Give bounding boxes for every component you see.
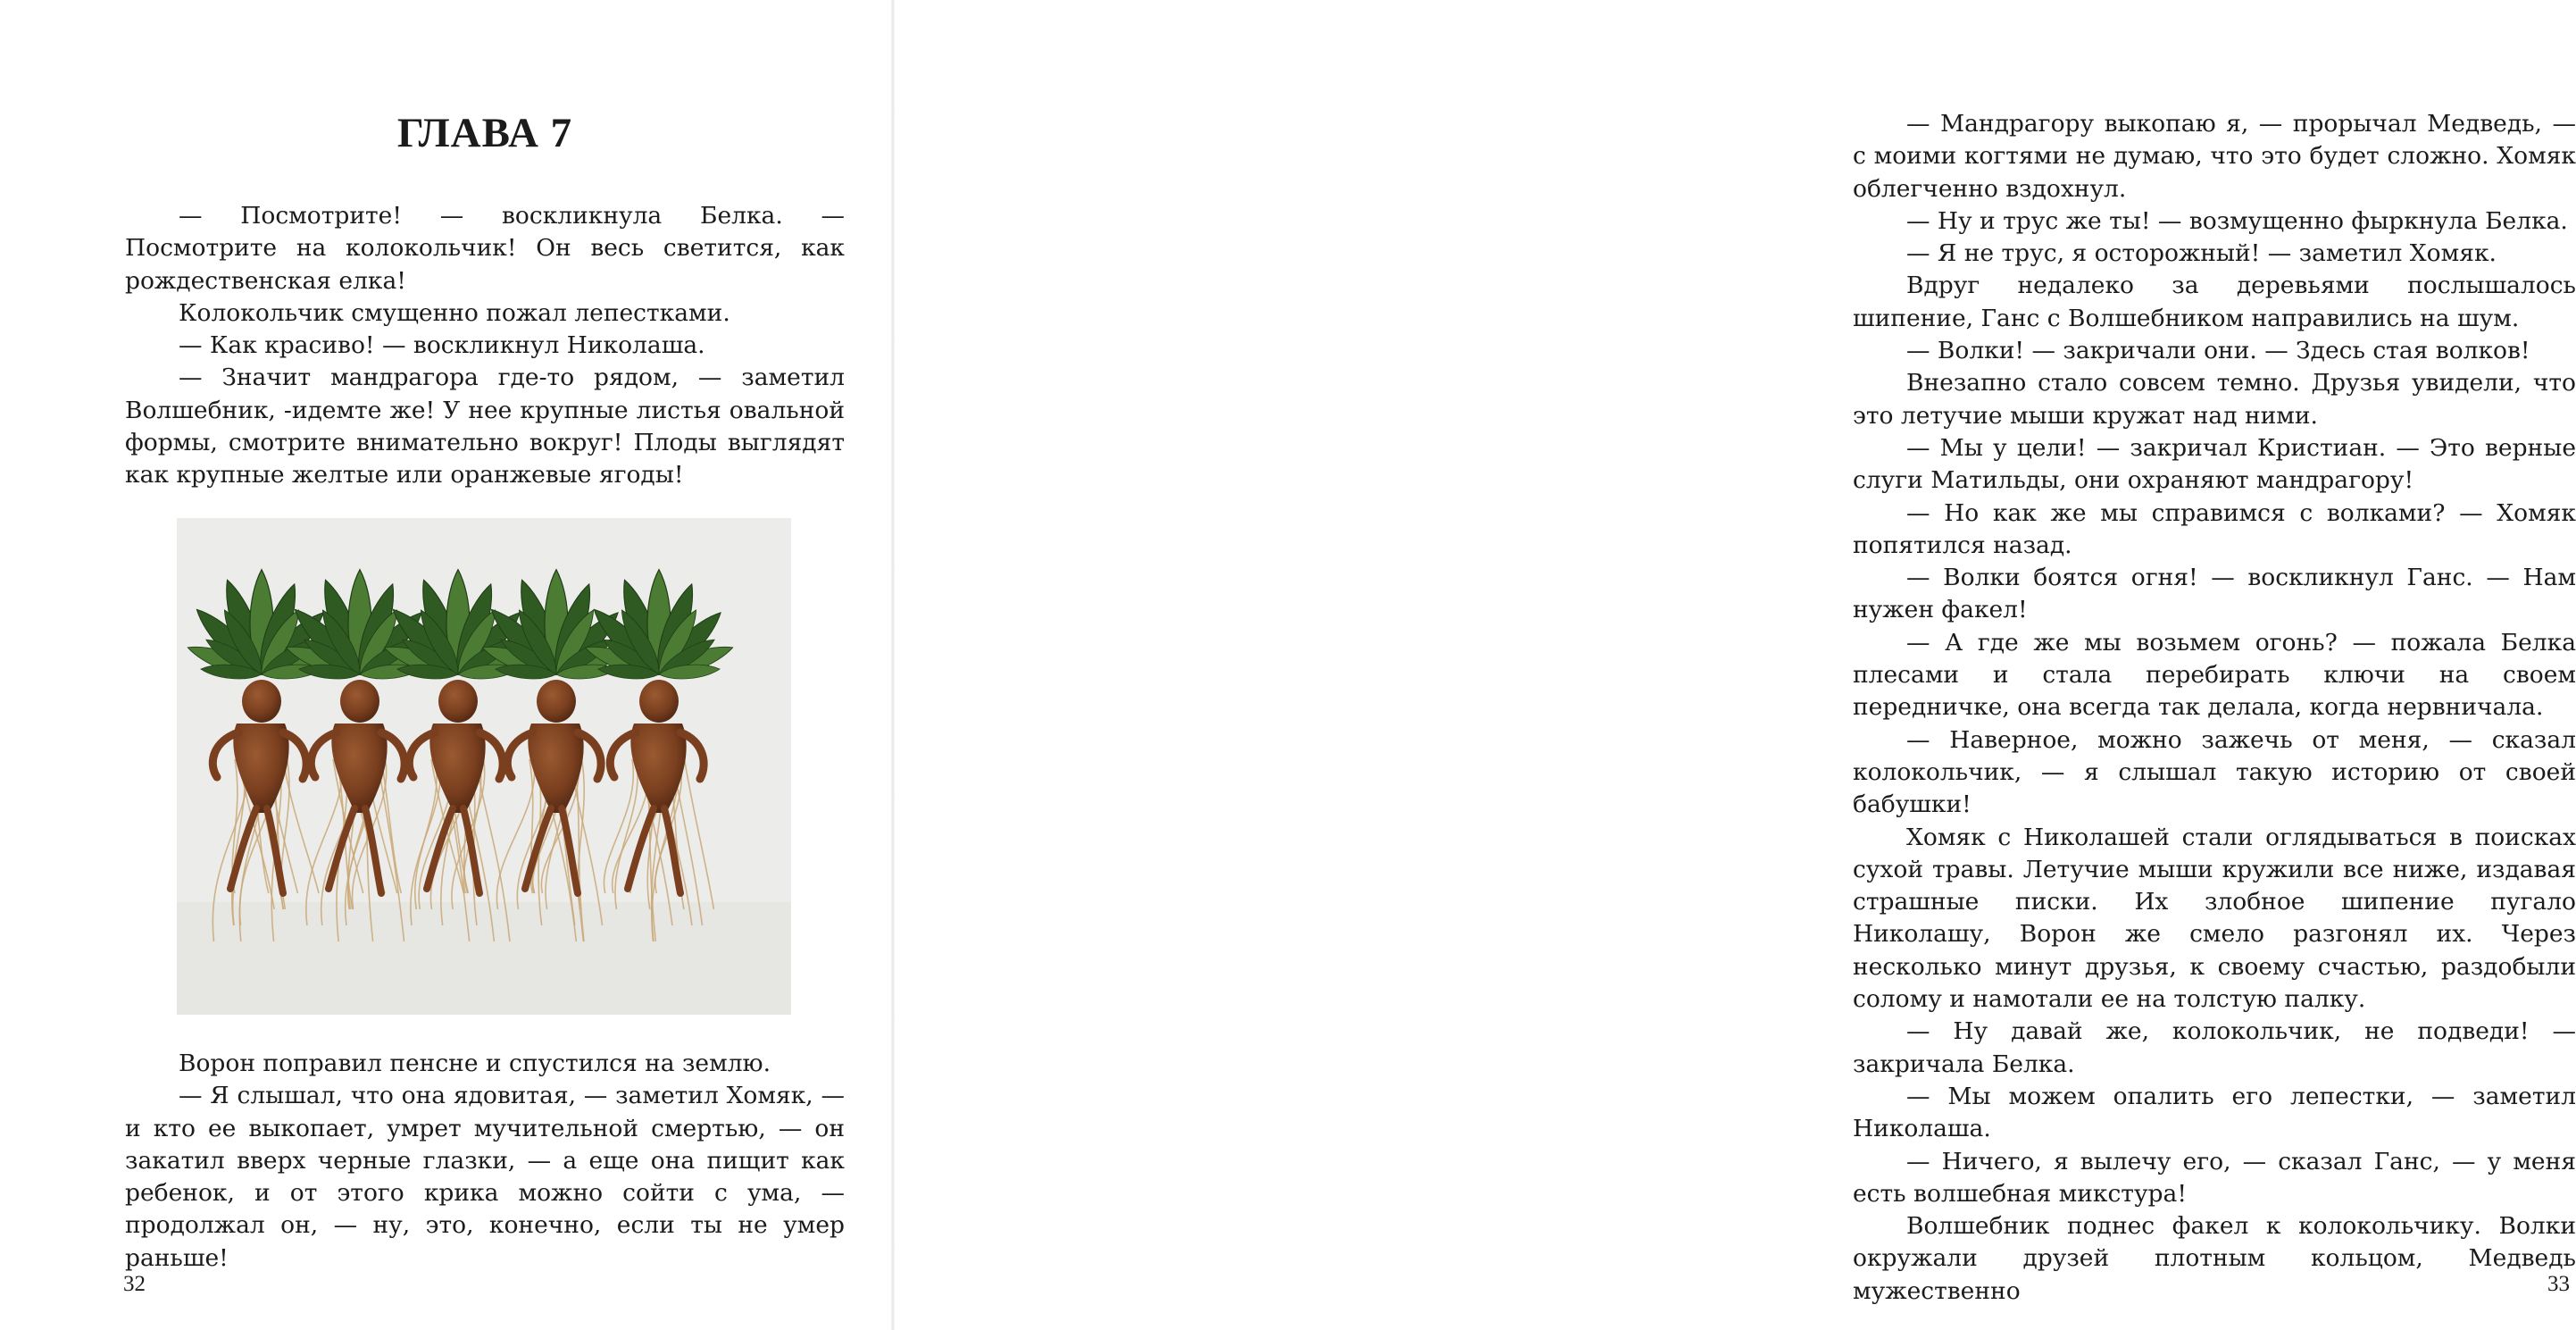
paragraph: Ворон поправил пенсне и спустился на землю. xyxy=(179,1050,771,1077)
paragraph: — Ну и трус же ты! — возмущенно фыркнула Белка. xyxy=(1906,206,2568,235)
paragraph: — Ну давай же, колокольчик, не подведи! — закричала Белка. xyxy=(1853,1017,2576,1078)
paragraph: — А где же мы возьмем огонь? — пожала Белка плесами и стала перебирать ключи на своем передничке, она всегда так делала, когда нервничала. xyxy=(1853,628,2576,722)
chapter-title: ГЛАВА 7 xyxy=(396,110,573,156)
paragraph: Внезапно стало совсем темно. Друзья увидели, что это летучие мыши кружат над ними. xyxy=(1853,369,2576,430)
paragraph: — Но как же мы справимся с волками? — Хомяк попятился назад. xyxy=(1853,498,2576,559)
right-text xyxy=(1853,108,2576,1308)
paragraph: — Волки! — закричали они. — Здесь стая волков! xyxy=(1906,337,2530,365)
page-number-right: 33 xyxy=(2547,1272,2570,1296)
mandrake-illustration xyxy=(177,518,791,1015)
paragraph: Хомяк с Николашей стали оглядываться в поисках сухой травы. Летучие мыши кружили все ниже, издавая страшные писки. Их злобное шипение пугало Николашу, Ворон же смело разгонял их. Через несколько минут друзья, к своему счастью, раздобыли солому и намотали ее на толстую палку. xyxy=(1853,823,2576,1014)
paragraph: — Как красиво! — воскликнул Николаша. xyxy=(179,331,705,360)
paragraph: — Ничего, я вылечу его, — сказал Ганс, — у меня есть волшебная микстура! xyxy=(1853,1147,2576,1208)
paragraph: — Посмотрите! — воскликнула Белка. — Посмотрите на колокольчик! Он весь светится, как рождественская елка! xyxy=(125,202,845,295)
paragraph: Волшебник поднес факел к колокольчику. Волки окружали друзей плотным кольцом, Медведь мужественно xyxy=(1853,1212,2576,1305)
paragraph: — Я слышал, что она ядовитая, — заметил Хомяк, — и кто ее выкопает, умрет мучительной смертью, — он закатил вверх черные глазки, — а еще она пищит как ребенок, и от этого крика можно сойти с ума, — продолжал он, — ну, это, конечно, если ты не умер раньше! xyxy=(125,1082,845,1272)
paragraph: Колокольчик смущенно пожал лепестками. xyxy=(179,298,730,327)
paragraph: Вдруг недалеко за деревьями послышалось шипение, Ганс с Волшебником направились на шум. xyxy=(1853,272,2576,332)
paragraph: — Мы можем опалить его лепестки, — заметил Николаша. xyxy=(1853,1082,2576,1143)
paragraph: — Я не трус, я осторожный! — заметил Хомяк. xyxy=(1906,239,2497,268)
left-text-top xyxy=(125,200,845,492)
paragraph: — Мы у цели! — закричал Кристиан. — Это верные слуги Матильды, они охраняют мандрагору! xyxy=(1853,433,2576,495)
paragraph: — Мандрагору выкопаю я, — прорычал Медведь, — с моими когтями не думаю, что это будет сложно. Хомяк облегченно вздохнул. xyxy=(1853,110,2576,203)
page-number-left: 32 xyxy=(123,1272,146,1296)
left-page xyxy=(0,0,893,1330)
left-text-bottom xyxy=(125,1048,845,1275)
right-page xyxy=(893,0,2576,1330)
paragraph: — Волки боятся огня! — воскликнул Ганс. — Нам нужен факел! xyxy=(1853,564,2576,624)
paragraph: — Значит мандрагора где-то рядом, — заметил Волшебник, -идемте же! У нее крупные листья овальной формы, смотрите внимательно вокруг! Плоды выглядят как крупные желтые или оранжевые ягоды! xyxy=(125,364,845,489)
paragraph: — Наверное, можно зажечь от меня, — сказал колокольчик, — я слышал такую историю от своей бабушки! xyxy=(1853,725,2576,819)
